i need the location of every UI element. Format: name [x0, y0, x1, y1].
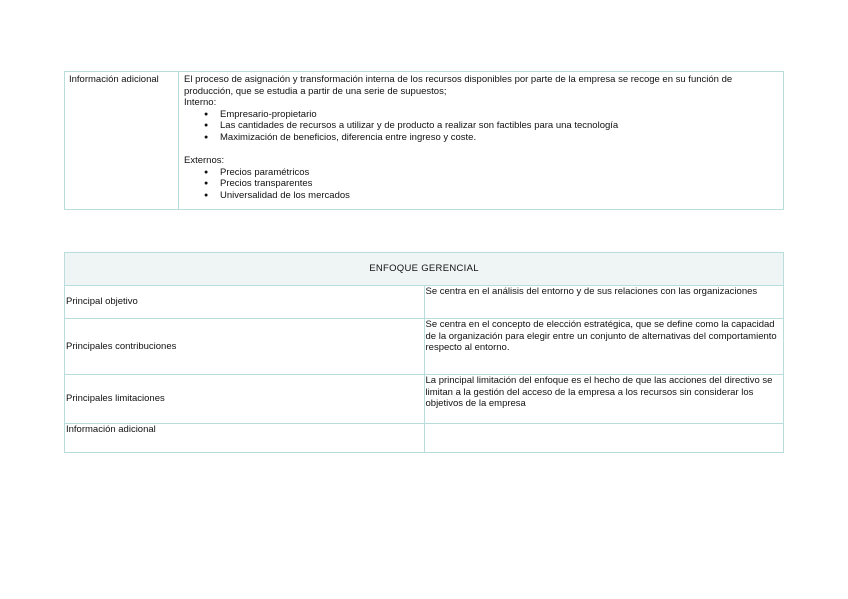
table-row: [65, 286, 784, 319]
additional-info-value-cell: [179, 72, 784, 210]
table-row: [65, 424, 784, 453]
internal-heading: Interno:: [184, 97, 217, 108]
row-value: La principal limitación del enfoque es el hecho de que las acciones del directivo se limitan a la gestión del acceso de la empresa a los recursos sin considerar los objetivos de la empresa: [425, 375, 773, 409]
list-item: ● Las cantidades de recursos a utilizar y de producto a realizar son factibles para una tecnología: [220, 120, 778, 132]
table-row: [65, 319, 784, 375]
managerial-approach-table: [64, 252, 784, 453]
row-label: Información adicional: [66, 424, 156, 435]
row-value: Se centra en el análisis del entorno y de sus relaciones con las organizaciones: [425, 286, 758, 297]
table-header: [65, 253, 784, 286]
row-value-cell: [424, 319, 784, 375]
additional-info-label-cell: [65, 72, 179, 210]
external-list: [184, 167, 778, 202]
list-item: ● Precios transparentes: [220, 178, 778, 190]
row-value-cell: [424, 286, 784, 319]
row-value: Se centra en el concepto de elección estratégica, que se define como la capacidad de la organización para elegir entre un conjunto de alternativas del comportamiento respecto al entorno.: [425, 319, 777, 353]
row-label-cell: [65, 375, 425, 424]
row-label-cell: [65, 424, 425, 453]
list-item: ● Empresario-propietario: [220, 109, 778, 121]
additional-info-table: [64, 71, 784, 210]
table-header-title: ENFOQUE GERENCIAL: [369, 263, 479, 275]
row-label-cell: [65, 319, 425, 375]
table-row: [65, 375, 784, 424]
row-value-cell: [424, 424, 784, 453]
list-item: ● Precios paramétricos: [220, 167, 778, 179]
additional-info-label: Información adicional: [69, 74, 159, 85]
row-label-cell: [65, 286, 425, 319]
production-function-intro: El proceso de asignación y transformación interna de los recursos disponibles por parte de la empresa se recoge en su función de producción, que se estudia a partir de una serie de supuestos;: [184, 74, 733, 97]
row-label: Principales contribuciones: [66, 340, 177, 352]
external-heading: Externos:: [184, 155, 225, 166]
row-label: Principal objetivo: [66, 296, 138, 308]
internal-list: [184, 109, 778, 144]
row-label: Principales limitaciones: [66, 393, 165, 405]
list-item: ● Maximización de beneficios, diferencia entre ingreso y coste.: [220, 132, 778, 144]
row-value-cell: [424, 375, 784, 424]
list-item: ● Universalidad de los mercados: [220, 190, 778, 202]
